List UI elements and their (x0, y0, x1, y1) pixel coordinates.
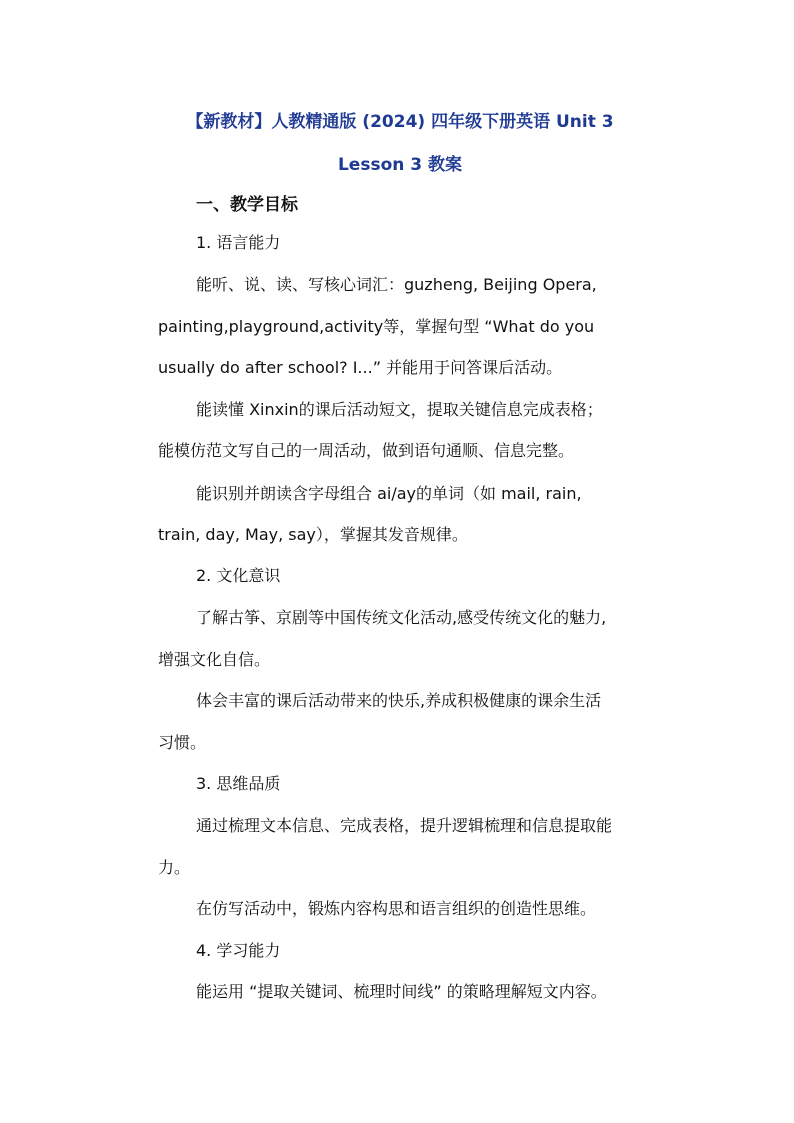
paragraph-line: 能听、说、读、写核心词汇：guzheng, Beijing Opera, (196, 275, 597, 294)
subheading-cultural-awareness: 2. 文化意识 (196, 566, 281, 585)
paragraph-line: painting,playground,activity等，掌握句型 “What do you (158, 317, 595, 336)
paragraph-line: 习惯。 (158, 733, 207, 752)
paragraph-line: usually do after school? I...” 并能用于问答课后活动。 (158, 358, 563, 377)
paragraph-line: 力。 (158, 858, 191, 877)
section-heading-teaching-objectives: 一、教学目标 (196, 195, 298, 215)
paragraph-line: 体会丰富的课后活动带来的快乐,养成积极健康的课余生活 (196, 691, 602, 710)
subheading-language-ability: 1. 语言能力 (196, 233, 281, 252)
paragraph-line: 通过梳理文本信息、完成表格，提升逻辑梳理和信息提取能 (196, 816, 613, 835)
paragraph-line: 能运用 “提取关键词、梳理时间线” 的策略理解短文内容。 (196, 982, 607, 1001)
document-title-line-2: Lesson 3 教案 (337, 155, 463, 175)
paragraph-line: 能识别并朗读含字母组合 ai/ay的单词（如 mail, rain, (196, 484, 582, 503)
paragraph-line: 能模仿范文写自己的一周活动，做到语句通顺、信息完整。 (158, 441, 575, 460)
subheading-learning-ability: 4. 学习能力 (196, 941, 281, 960)
paragraph-line: train, day, May, say），掌握其发音规律。 (158, 525, 468, 544)
subheading-thinking-quality: 3. 思维品质 (196, 774, 281, 793)
paragraph-line: 了解古筝、京剧等中国传统文化活动,感受传统文化的魅力, (196, 608, 607, 627)
paragraph-line: 能读懂 Xinxin的课后活动短文，提取关键信息完成表格； (196, 400, 603, 419)
paragraph-line: 在仿写活动中，锻炼内容构思和语言组织的创造性思维。 (196, 899, 597, 918)
document-title-line-1: 【新教材】人教精通版 (2024) 四年级下册英语 Unit 3 (186, 112, 614, 132)
paragraph-line: 增强文化自信。 (158, 650, 271, 669)
